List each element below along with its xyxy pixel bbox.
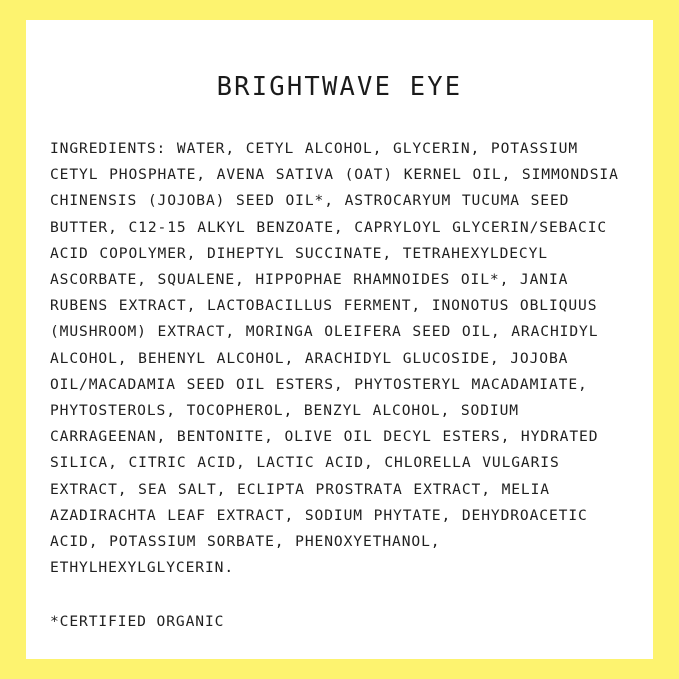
- product-title: BRIGHTWAVE EYE: [216, 72, 463, 102]
- ingredients-list: INGREDIENTS: WATER, CETYL ALCOHOL, GLYCERIN, POTASSIUM CETYL PHOSPHATE, AVENA SATIVA (OAT) KERNEL OIL, SIMMONDSIA CHINENSIS (JOJOBA) SEED OIL*, ASTROCARYUM TUCUMA SEED BUTTER, C12-15 ALKYL BENZOATE, CAPRYLOYL GLYCERIN/SEBACIC ACID COPOLYMER, DIHEPTYL SUCCINATE, TETRAHEXYLDECYL ASCORBATE, SQUALENE, HIPPOPHAE RHAMNOIDES OIL*, JANIA RUBENS EXTRACT, LACTOBACILLUS FERMENT, INONOTUS OBLIQUUS (MUSHROOM) EXTRACT, MORINGA OLEIFERA SEED OIL, ARACHIDYL ALCOHOL, BEHENYL ALCOHOL, ARACHIDYL GLUCOSIDE, JOJOBA OIL/MACADAMIA SEED OIL ESTERS, PHYTOSTERYL MACADAMIATE, PHYTOSTEROLS, TOCOPHEROL, BENZYL ALCOHOL, SODIUM CARRAGEENAN, BENTONITE, OLIVE OIL DECYL ESTERS, HYDRATED SILICA, CITRIC ACID, LACTIC ACID, CHLORELLA VULGARIS EXTRACT, SEA SALT, ECLIPTA PROSTRATA EXTRACT, MELIA AZADIRACHTA LEAF EXTRACT, SODIUM PHYTATE, DEHYDROACETIC ACID, POTASSIUM SORBATE, PHENOXYETHANOL, ETHYLHEXYLGLYCERIN.: [50, 140, 619, 577]
- organic-footnote: *CERTIFIED ORGANIC: [50, 613, 225, 630]
- ingredient-label-card: [26, 20, 653, 659]
